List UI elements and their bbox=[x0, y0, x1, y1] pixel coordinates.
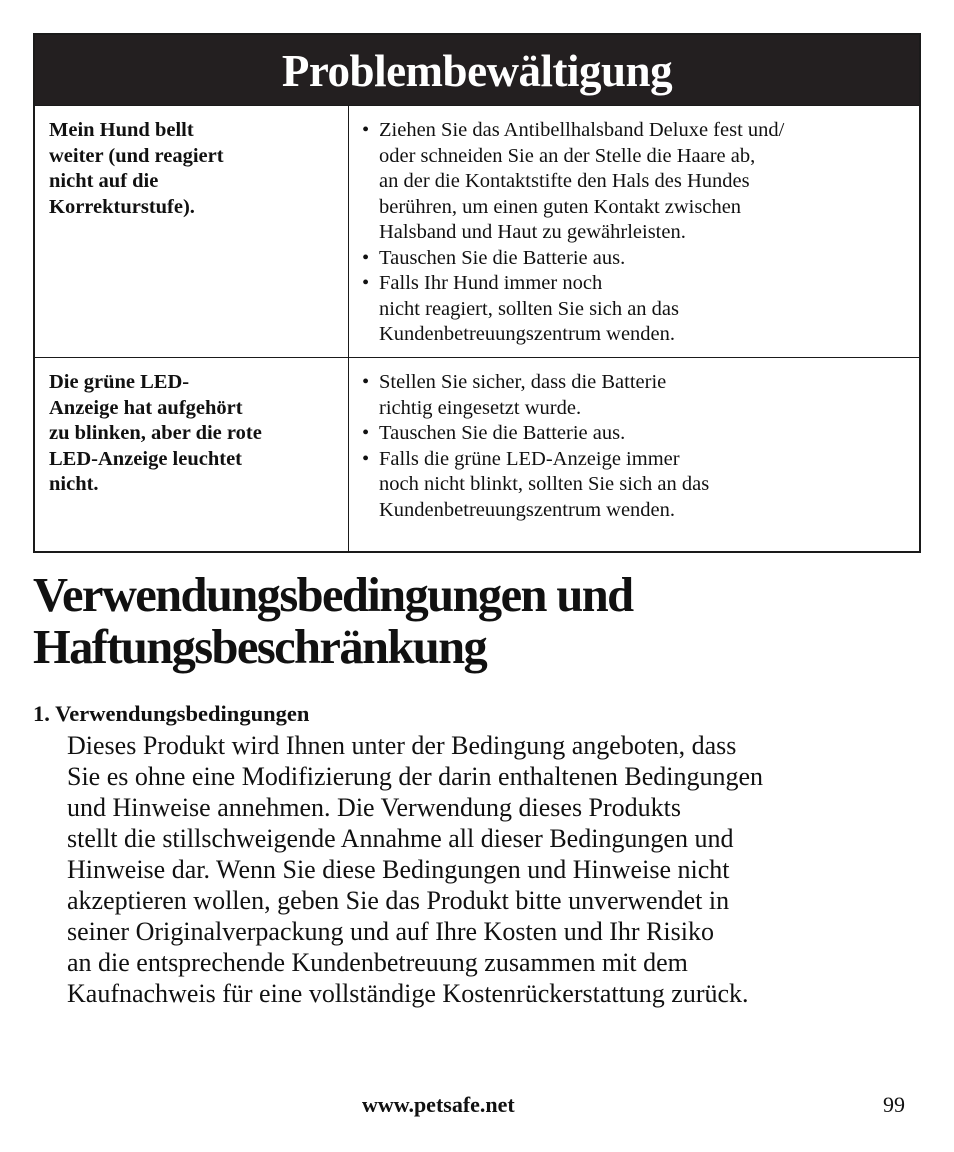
table-row bbox=[35, 105, 919, 357]
solution-text: Ziehen Sie das Antibellhalsband Deluxe fest und/ oder schneiden Sie an der Stelle die Haare ab, an der die Kontaktstifte den Hals des Hundes berühren, um einen guten Kontakt zwischen Halsband und Haut zu gewährleisten. bbox=[379, 119, 785, 243]
solution-item bbox=[362, 370, 911, 421]
solution-cell bbox=[349, 106, 919, 357]
subsection-title: 1. Verwendungsbedingungen bbox=[33, 701, 310, 726]
problem-text: Die grüne LED- Anzeige hat aufgehört zu blinken, aber die rote LED-Anzeige leuchtet nicht. bbox=[49, 371, 262, 495]
solution-cell bbox=[349, 358, 919, 551]
bullet-icon: • bbox=[362, 447, 370, 470]
problem-cell bbox=[35, 358, 349, 551]
bullet-icon: • bbox=[362, 272, 370, 294]
solution-text: Falls Ihr Hund immer noch nicht reagiert, sollten Sie sich an das Kundenbetreuungszentrum wenden. bbox=[379, 272, 680, 345]
solution-item bbox=[362, 246, 911, 272]
solution-text: Tauschen Sie die Batterie aus. bbox=[379, 422, 626, 444]
solution-item bbox=[362, 421, 911, 447]
table-row bbox=[35, 357, 919, 551]
solution-item bbox=[362, 118, 911, 246]
solution-list bbox=[362, 370, 911, 523]
section-heading: Verwendungsbedingungen und Haftungsbeschränkung bbox=[33, 569, 633, 674]
page-number: 99 bbox=[883, 1092, 905, 1117]
solution-text: Stellen Sie sicher, dass die Batterie richtig eingesetzt wurde. bbox=[379, 371, 667, 419]
problem-text: Mein Hund bellt weiter (und reagiert nicht auf die Korrekturstufe). bbox=[49, 119, 224, 218]
bullet-icon: • bbox=[362, 422, 370, 444]
table-title: Problembewältigung bbox=[281, 46, 673, 96]
bullet-icon: • bbox=[362, 119, 370, 141]
solution-list bbox=[362, 118, 911, 348]
footer-url: www.petsafe.net bbox=[362, 1092, 515, 1117]
table-header bbox=[35, 35, 919, 105]
troubleshooting-table bbox=[33, 33, 921, 553]
problem-cell bbox=[35, 106, 349, 357]
solution-text: Tauschen Sie die Batterie aus. bbox=[379, 246, 626, 269]
solution-item bbox=[362, 447, 911, 524]
solution-item bbox=[362, 271, 911, 348]
bullet-icon: • bbox=[362, 246, 370, 269]
bullet-icon: • bbox=[362, 371, 370, 393]
solution-text: Falls die grüne LED-Anzeige immer noch nicht blinkt, sollten Sie sich an das Kundenbetreuungszentrum wenden. bbox=[379, 447, 710, 521]
terms-paragraph: Dieses Produkt wird Ihnen unter der Bedingung angeboten, dass Sie es ohne eine Modifizierung der darin enthaltenen Bedingungen und Hinweise annehmen. Die Verwendung dieses Produkts stellt die stillschweigende Annahme all dieser Bedingungen und Hinweise dar. Wenn Sie diese Bedingungen und Hinweise nicht akzeptieren wollen, geben Sie das Produkt bitte unverwendet in seiner Originalverpackung und auf Ihre Kosten und Ihr Risiko an die entsprechende Kundenbetreuung zusammen mit dem Kaufnachweis für eine vollständige Kostenrückerstattung zurück. bbox=[67, 731, 764, 1008]
